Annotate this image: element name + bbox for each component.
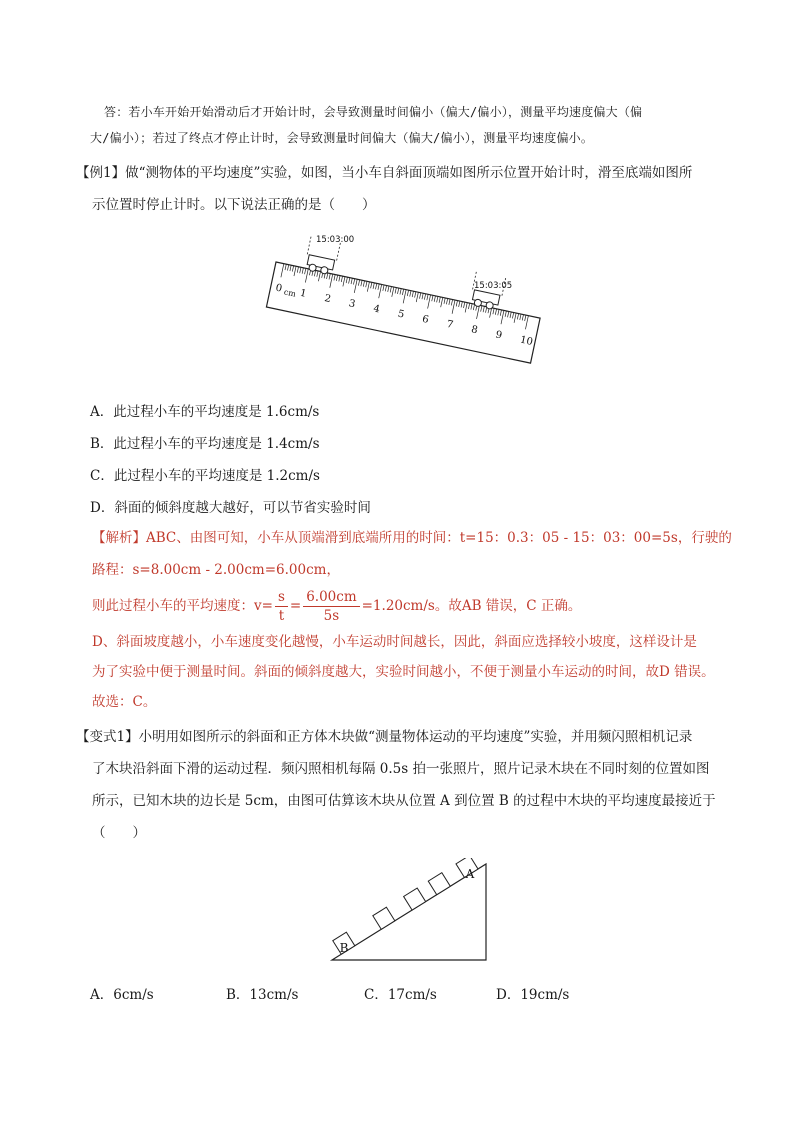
ruler-tick-label: 8 <box>470 324 479 337</box>
analysis-line5: 为了实验中便于测量时间。斜面的倾斜度越大，实验时间越小，不便于测量小车运动的时间，故D 错误。 <box>92 664 715 680</box>
example1-stem-line1 <box>76 163 692 183</box>
variant1-tag: 【变式1】 <box>76 729 139 745</box>
frac1-denominator: t <box>278 608 285 624</box>
variant1-stem-line3: 所示，已知木块的边长是 5cm，由图可估算该木块从位置 A 到位置 B 的过程中木块的平均速度最接近于 <box>92 793 716 809</box>
fraction-s-over-t <box>275 588 288 625</box>
analysis-line3-pre: 则此过程小车的平均速度：v= <box>92 598 273 614</box>
example1-option-a: A．此过程小车的平均速度是 1.6cm/s <box>90 404 320 420</box>
analysis-line2: 路程：s=8.00cm - 2.00cm=6.00cm， <box>92 562 340 578</box>
frac2-numerator: 6.00cm <box>303 588 359 607</box>
example1-stem-text: 做“测物体的平均速度”实验，如图，当小车自斜面顶端如图所示位置开始计时，滑至底端如图所 <box>125 165 693 181</box>
ruler-tick-label: 10 <box>518 334 534 348</box>
example1-stem-line2: 示位置时停止计时。以下说法正确的是（ ） <box>92 197 376 213</box>
variant1-option-d: D．19cm/s <box>496 987 570 1003</box>
time-start-label: 15:03:00 <box>316 235 355 245</box>
variant1-stem-line4: （ ） <box>92 825 146 841</box>
analysis-line4: D、斜面坡度越小，小车速度变化越慢，小车运动时间越长，因此，斜面应选择较小坡度，这样设计是 <box>92 634 697 650</box>
answer-line-2: 大/偏小）；若过了终点才停止计时，会导致测量时间偏大（偏大/偏小），测量平均速度偏小。 <box>90 131 594 145</box>
variant1-option-a: A．6cm/s <box>90 987 154 1003</box>
variant1-option-b: B．13cm/s <box>226 987 299 1003</box>
incline-figure <box>320 858 492 968</box>
frac1-numerator: s <box>275 588 288 607</box>
example1-option-c: C．此过程小车的平均速度是 1.2cm/s <box>90 468 320 484</box>
variant1-stem-line2: 了木块沿斜面下滑的运动过程．频闪照相机每隔 0.5s 拍一张照片，照片记录木块在不同时刻的位置如图 <box>92 761 710 777</box>
ruler-figure <box>258 226 550 384</box>
example1-option-d: D．斜面的倾斜度越大越好，可以节省实验时间 <box>90 500 371 516</box>
analysis-equals: = <box>289 598 302 614</box>
cart-end <box>469 272 505 311</box>
ruler-tick-label: 1 <box>298 287 308 300</box>
label-a: A <box>465 867 475 881</box>
ruler-tick-label: 2 <box>323 292 332 306</box>
ruler-tick-label: 7 <box>445 318 455 332</box>
fraction-values <box>303 588 359 625</box>
ruler-unit-label: cm <box>283 287 297 299</box>
ruler-tick-label: 5 <box>396 308 406 321</box>
analysis-line6: 故选：C。 <box>92 694 157 710</box>
analysis-tag: 【解析】 <box>92 530 146 546</box>
answer-line-1: 答：若小车开始开始滑动后才开始计时，会导致测量时间偏小（偏大/偏小），测量平均速度偏大（偏 <box>104 105 643 119</box>
ruler-tick-label: 9 <box>494 329 504 342</box>
variant1-stem-text: 小明用如图所示的斜面和正方体木块做“测量物体运动的平均速度”实验，并用频闪照相机记录 <box>138 729 693 745</box>
example1-option-b: B．此过程小车的平均速度是 1.4cm/s <box>90 436 320 452</box>
analysis-line3-post: =1.20cm/s。故AB 错误，C 正确。 <box>361 598 582 614</box>
label-b: B <box>339 941 349 955</box>
ruler-tick-label: 3 <box>347 298 357 311</box>
example1-tag: 【例1】 <box>76 165 126 181</box>
variant1-option-c: C．17cm/s <box>364 987 437 1003</box>
time-end-label: 15:03:05 <box>474 281 513 291</box>
variant1-stem-line1 <box>76 727 692 747</box>
ruler-tick-label: 0 <box>274 282 283 295</box>
ruler-tick-label: 6 <box>421 313 430 326</box>
analysis-line3 <box>92 588 581 625</box>
frac2-denominator: 5s <box>323 608 340 624</box>
ruler-tick-label: 4 <box>372 303 381 316</box>
analysis-text1: ABC、由图可知，小车从顶端滑到底端所用的时间：t=15：0.3：05 - 15：03：00=5s，行驶的 <box>146 530 732 546</box>
analysis-line1 <box>92 528 732 548</box>
